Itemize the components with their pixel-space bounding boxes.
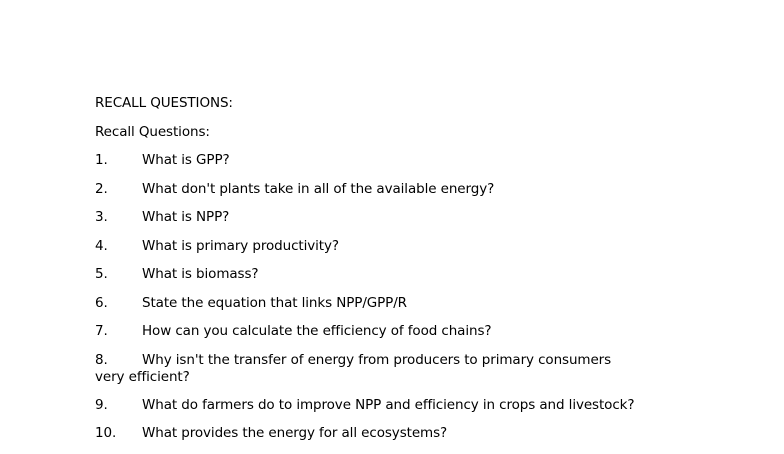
question-item <box>95 181 695 198</box>
question-number: 8. <box>95 351 108 368</box>
question-text: What is biomass? <box>142 266 259 282</box>
question-text: What is GPP? <box>142 152 230 168</box>
question-number: 2. <box>95 180 108 197</box>
question-item <box>95 295 695 312</box>
question-text: What don't plants take in all of the available energy? <box>142 180 495 197</box>
question-item <box>95 397 695 414</box>
question-item <box>95 152 695 169</box>
question-text: State the equation that links NPP/GPP/R <box>142 294 407 311</box>
question-number: 4. <box>95 237 108 254</box>
question-text: What is primary productivity? <box>142 237 339 254</box>
question-item <box>95 266 695 283</box>
document-body <box>95 95 695 454</box>
question-item <box>95 209 695 226</box>
document-heading: RECALL QUESTIONS: <box>95 95 233 111</box>
question-item <box>95 238 695 255</box>
question-number: 6. <box>95 294 108 311</box>
question-number: 3. <box>95 209 108 225</box>
document-subheading: Recall Questions: <box>95 123 210 140</box>
question-number: 5. <box>95 266 108 282</box>
question-item <box>95 323 695 340</box>
question-number: 7. <box>95 323 108 339</box>
question-item <box>95 425 695 442</box>
question-text: What provides the energy for all ecosystems? <box>142 425 448 441</box>
question-text: What do farmers do to improve NPP and efficiency in crops and livestock? <box>142 396 635 413</box>
question-text: How can you calculate the efficiency of food chains? <box>142 323 492 339</box>
question-text: Why isn't the transfer of energy from producers to primary consumers <box>142 351 612 368</box>
question-text: What is NPP? <box>142 209 230 225</box>
question-text-continuation: very efficient? <box>95 368 190 385</box>
question-number: 9. <box>95 396 108 413</box>
question-number: 10. <box>95 425 117 441</box>
question-item <box>95 352 695 386</box>
question-number: 1. <box>95 152 108 168</box>
